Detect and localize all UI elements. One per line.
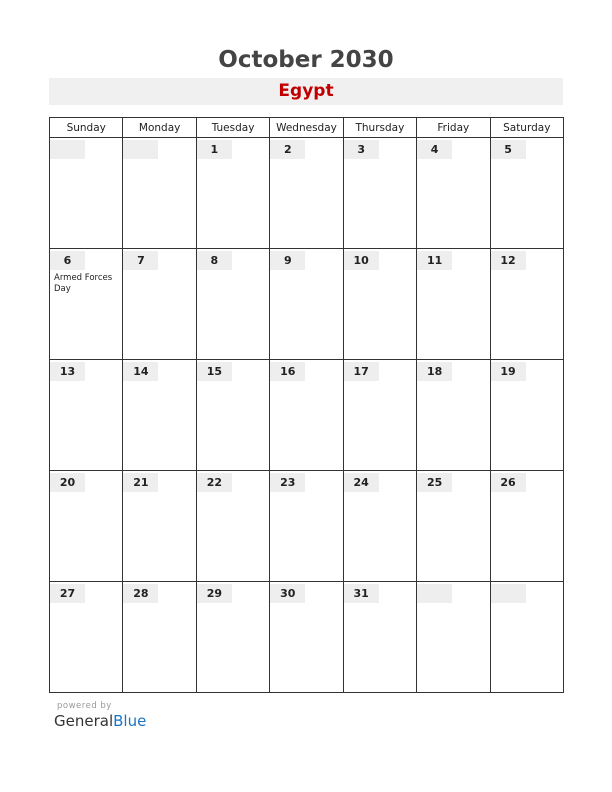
weekday-friday: Friday (417, 118, 490, 138)
day-number: 31 (344, 584, 379, 603)
day-number: 8 (197, 251, 232, 270)
day-number: 12 (491, 251, 526, 270)
day-number: 21 (123, 473, 158, 492)
weekday-saturday: Saturday (490, 118, 563, 138)
day-cell[interactable] (196, 471, 269, 582)
calendar-body (50, 138, 564, 693)
day-cell[interactable] (50, 249, 123, 360)
day-cell[interactable] (490, 249, 563, 360)
day-cell[interactable] (417, 138, 490, 249)
powered-by-text: powered by (57, 701, 112, 711)
page-title: October 2030 (218, 47, 394, 73)
day-cell[interactable] (343, 471, 416, 582)
brand-part2: Blue (113, 712, 147, 730)
day-number: 2 (270, 140, 305, 159)
day-number (123, 140, 158, 159)
day-cell[interactable] (270, 471, 343, 582)
day-cell[interactable] (490, 138, 563, 249)
week-row (50, 249, 564, 360)
day-number: 17 (344, 362, 379, 381)
week-row (50, 582, 564, 693)
day-number: 11 (417, 251, 452, 270)
day-cell[interactable] (490, 582, 563, 693)
weekday-sunday: Sunday (50, 118, 123, 138)
day-cell[interactable] (50, 582, 123, 693)
day-cell[interactable] (490, 360, 563, 471)
day-number: 9 (270, 251, 305, 270)
day-cell[interactable] (490, 471, 563, 582)
day-cell[interactable] (270, 360, 343, 471)
weekday-tuesday: Tuesday (196, 118, 269, 138)
day-number: 18 (417, 362, 452, 381)
country-name: Egypt (278, 81, 334, 101)
day-number (50, 140, 85, 159)
day-number: 29 (197, 584, 232, 603)
day-number: 27 (50, 584, 85, 603)
day-cell[interactable] (270, 138, 343, 249)
generalblue-logo[interactable] (54, 712, 146, 730)
day-number: 25 (417, 473, 452, 492)
day-number: 4 (417, 140, 452, 159)
day-number (417, 584, 452, 603)
weekday-header-row (50, 118, 564, 138)
day-number: 20 (50, 473, 85, 492)
day-cell[interactable] (123, 360, 196, 471)
day-cell[interactable] (343, 249, 416, 360)
day-cell[interactable] (123, 138, 196, 249)
day-number: 14 (123, 362, 158, 381)
day-cell[interactable] (123, 471, 196, 582)
day-number: 28 (123, 584, 158, 603)
day-number: 13 (50, 362, 85, 381)
country-band (49, 78, 563, 105)
day-cell[interactable] (270, 582, 343, 693)
day-cell[interactable] (417, 360, 490, 471)
day-cell[interactable] (196, 582, 269, 693)
day-number: 3 (344, 140, 379, 159)
week-row (50, 471, 564, 582)
day-number: 23 (270, 473, 305, 492)
day-cell[interactable] (123, 582, 196, 693)
day-cell[interactable] (343, 360, 416, 471)
weekday-wednesday: Wednesday (270, 118, 343, 138)
day-number: 1 (197, 140, 232, 159)
day-cell[interactable] (343, 582, 416, 693)
day-number: 15 (197, 362, 232, 381)
weekday-thursday: Thursday (343, 118, 416, 138)
day-number: 16 (270, 362, 305, 381)
day-number: 26 (491, 473, 526, 492)
day-cell[interactable] (417, 582, 490, 693)
day-cell[interactable] (50, 360, 123, 471)
brand-part1: General (54, 712, 114, 730)
holiday-label: Armed Forces Day (54, 273, 113, 294)
day-cell[interactable] (196, 360, 269, 471)
day-cell[interactable] (343, 138, 416, 249)
day-cell[interactable] (196, 138, 269, 249)
day-number (491, 584, 526, 603)
week-row (50, 138, 564, 249)
day-cell[interactable] (270, 249, 343, 360)
day-cell[interactable] (417, 249, 490, 360)
day-number: 22 (197, 473, 232, 492)
day-cell[interactable] (50, 471, 123, 582)
day-number: 6 (50, 251, 85, 270)
day-cell[interactable] (123, 249, 196, 360)
day-number: 7 (123, 251, 158, 270)
day-number: 24 (344, 473, 379, 492)
calendar-grid (49, 117, 564, 693)
day-number: 19 (491, 362, 526, 381)
day-cell[interactable] (417, 471, 490, 582)
day-number: 30 (270, 584, 305, 603)
day-cell[interactable] (196, 249, 269, 360)
week-row (50, 360, 564, 471)
day-number: 5 (491, 140, 526, 159)
day-cell[interactable] (50, 138, 123, 249)
day-number: 10 (344, 251, 379, 270)
weekday-monday: Monday (123, 118, 196, 138)
